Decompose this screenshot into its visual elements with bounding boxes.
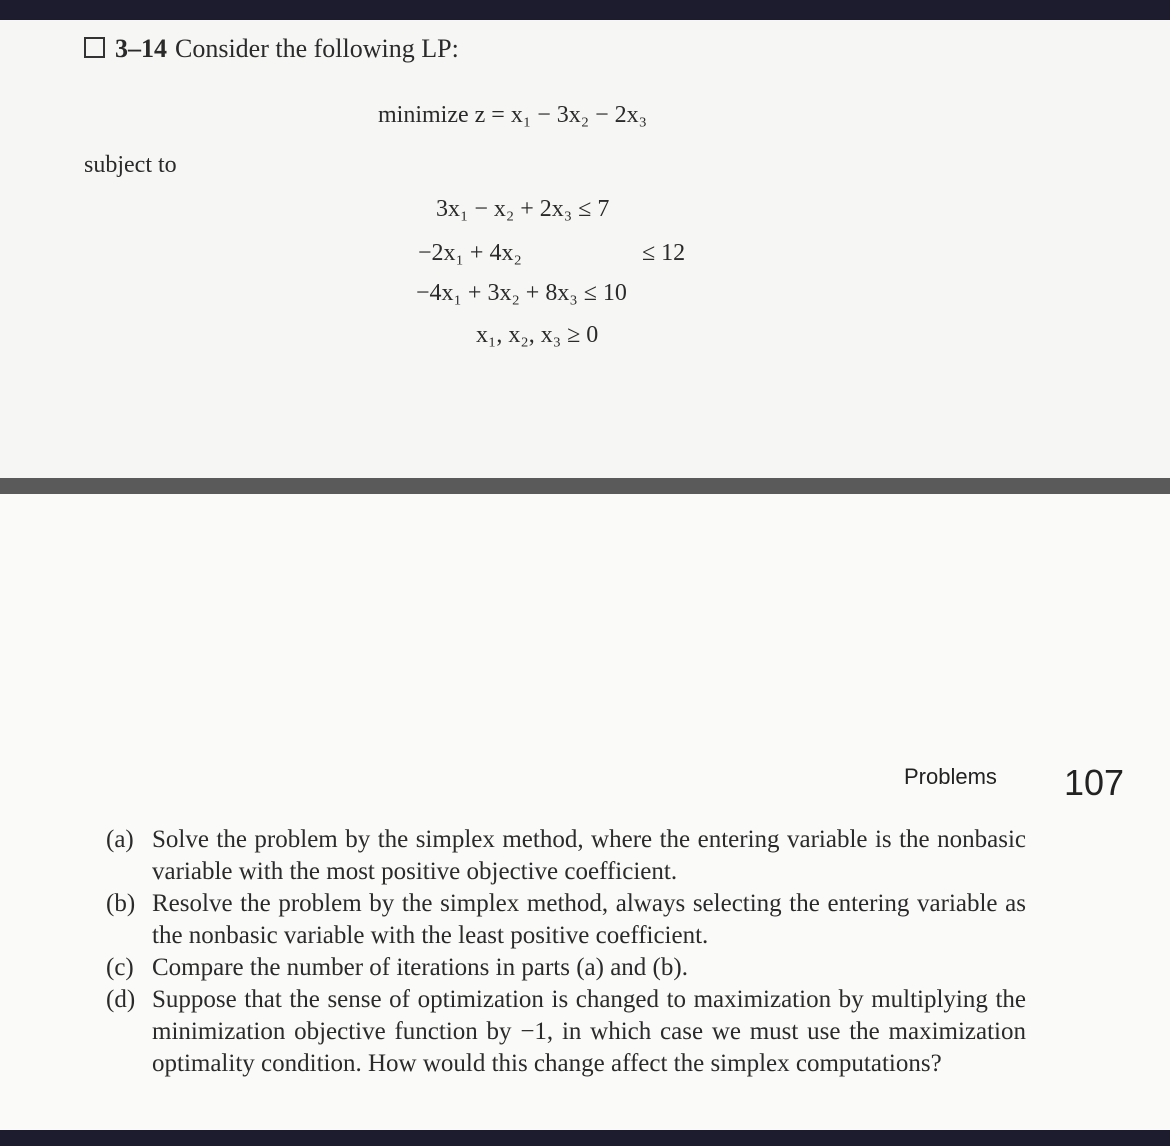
textbook-page-top xyxy=(0,20,1170,478)
page-number: 107 xyxy=(1064,762,1125,803)
question-label: (b) xyxy=(106,890,136,917)
checkbox-icon[interactable] xyxy=(84,37,105,58)
question-d xyxy=(106,984,1026,1080)
problem-heading xyxy=(84,34,459,64)
constraint-2-rhs: ≤ 12 xyxy=(642,240,686,266)
question-label: (d) xyxy=(106,986,136,1013)
question-list xyxy=(106,824,1026,1080)
question-b xyxy=(106,888,1026,952)
subject-to-label: subject to xyxy=(84,152,177,178)
question-label: (c) xyxy=(106,954,134,981)
question-c xyxy=(106,952,1026,984)
constraint-1: 3x₁ − x₂ + 2x₃ ≤ 7 xyxy=(436,196,610,222)
problem-number: 3–14 xyxy=(115,34,167,63)
bottom-bar xyxy=(0,1130,1170,1146)
question-text: Solve the problem by the simplex method, where the entering variable is the nonbasic variable with the most positive objective coefficient. xyxy=(152,826,1026,885)
running-head: Problems xyxy=(904,764,997,789)
question-label: (a) xyxy=(106,826,134,853)
nonnegativity-constraint: x₁, x₂, x₃ ≥ 0 xyxy=(476,322,599,348)
question-a xyxy=(106,824,1026,888)
page-divider xyxy=(0,478,1170,494)
objective-function: minimize z = x₁ − 3x₂ − 2x₃ xyxy=(378,102,648,128)
constraint-2-lhs: −2x₁ + 4x₂ xyxy=(418,240,522,266)
constraint-2 xyxy=(418,240,686,267)
problem-intro: Consider the following LP: xyxy=(175,34,459,63)
question-text: Suppose that the sense of optimization is changed to maximization by multiplying the minimization objective function by −1, in which case we must use the maximization optimality condition. How would this change affect the simplex computations? xyxy=(152,986,1026,1077)
question-text: Compare the number of iterations in parts (a) and (b). xyxy=(152,954,688,981)
textbook-page-bottom xyxy=(0,494,1170,1130)
question-text: Resolve the problem by the simplex method, always selecting the entering variable as the nonbasic variable with the least positive coefficient. xyxy=(152,890,1026,949)
constraint-3: −4x₁ + 3x₂ + 8x₃ ≤ 10 xyxy=(416,280,627,306)
